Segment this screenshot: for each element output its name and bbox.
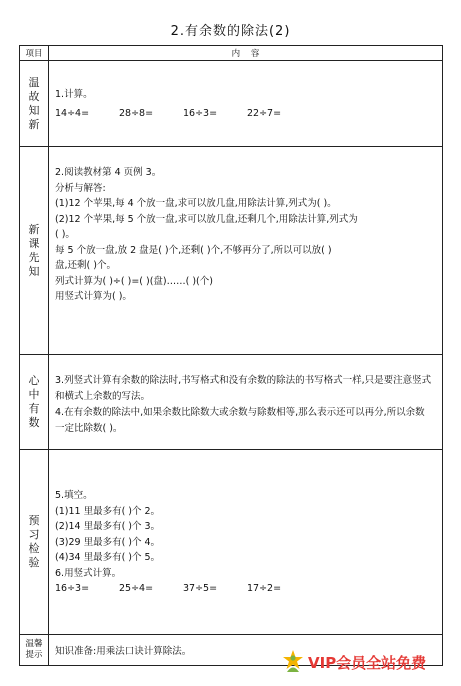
label-preview: 新课先知 [28, 222, 40, 278]
vip-badge-text: VIP会员全站免费 [308, 653, 427, 672]
section-practice [20, 450, 443, 635]
section-preview [20, 147, 443, 355]
label-practice: 预习检验 [28, 514, 40, 569]
fill-item-1: (1)11 里最多有( )个 2。 [55, 505, 161, 517]
header-item: 项目 [20, 46, 49, 61]
preview-line-3: (1)12 个苹果,每 4 个放一盘,求可以放几盘,用除法计算,列式为( )。 [55, 198, 337, 209]
vip-badge[interactable] [282, 648, 426, 676]
calc-problem-3: 37÷5= [183, 583, 218, 594]
preview-line-4: (2)12 个苹果,每 5 个放一盘,求可以放几盘,还剩几个,用除法计算,列式为 [55, 213, 358, 225]
preview-line-6: 每 5 个放一盘,放 2 盘是( )个,还剩( )个,不够再分了,所以可以放( ) [55, 244, 332, 256]
preview-line-5: ( )。 [55, 229, 75, 240]
calc-problem-2: 25÷4= [119, 583, 154, 594]
table-header-row [20, 46, 443, 61]
review-problem-2: 28÷8= [119, 107, 154, 119]
page-title: 2.有余数的除法(2) [170, 24, 291, 39]
preview-line-7: 盘,还剩( )个。 [55, 260, 116, 271]
label-review: 温故知新 [28, 75, 40, 131]
calc-problem-1: 16÷3= [55, 583, 90, 594]
calc-heading: 6.用竖式计算。 [55, 567, 122, 579]
review-problem-4: 22÷7= [247, 107, 282, 119]
preview-line-2: 分析与解答: [55, 182, 106, 194]
fill-heading: 5.填空。 [55, 490, 93, 501]
calc-problem-4: 17÷2= [247, 583, 282, 594]
review-problem-1: 14÷4= [55, 107, 90, 119]
label-tips: 温馨提示 [25, 639, 43, 660]
review-problem-3: 16÷3= [183, 107, 218, 119]
worksheet-table [19, 45, 443, 666]
heart-line-1: 3.列竖式计算有余数的除法时,书写格式和没有余数的除法的书写格式一样,只是要注意竖式和横式上余数的写法。 [55, 375, 432, 402]
preview-line-1: 2.阅读教材第 4 页例 3。 [55, 167, 162, 178]
preview-line-9: 用竖式计算为( )。 [55, 291, 132, 302]
section-heart [20, 355, 443, 450]
section-review [20, 61, 443, 147]
fill-item-3: (3)29 里最多有( )个 4。 [55, 536, 161, 548]
calc-problems [55, 581, 434, 597]
preview-line-8: 列式计算为( )÷( )=( )(盘)……( )(个) [55, 275, 213, 287]
header-content: 内 容 [49, 46, 443, 61]
label-heart: 心中有数 [28, 374, 40, 429]
review-heading: 1.计算。 [55, 89, 93, 100]
star-person-icon [282, 649, 304, 676]
heart-line-2: 4.在有余数的除法中,如果余数比除数大或余数与除数相等,那么表示还可以再分,所以余数一定比除数( )。 [55, 407, 425, 434]
review-problems [55, 106, 434, 122]
fill-item-4: (4)34 里最多有( )个 5。 [55, 552, 161, 563]
tips-text: 知识准备:用乘法口诀计算除法。 [55, 646, 192, 658]
fill-item-2: (2)14 里最多有( )个 3。 [55, 521, 161, 532]
